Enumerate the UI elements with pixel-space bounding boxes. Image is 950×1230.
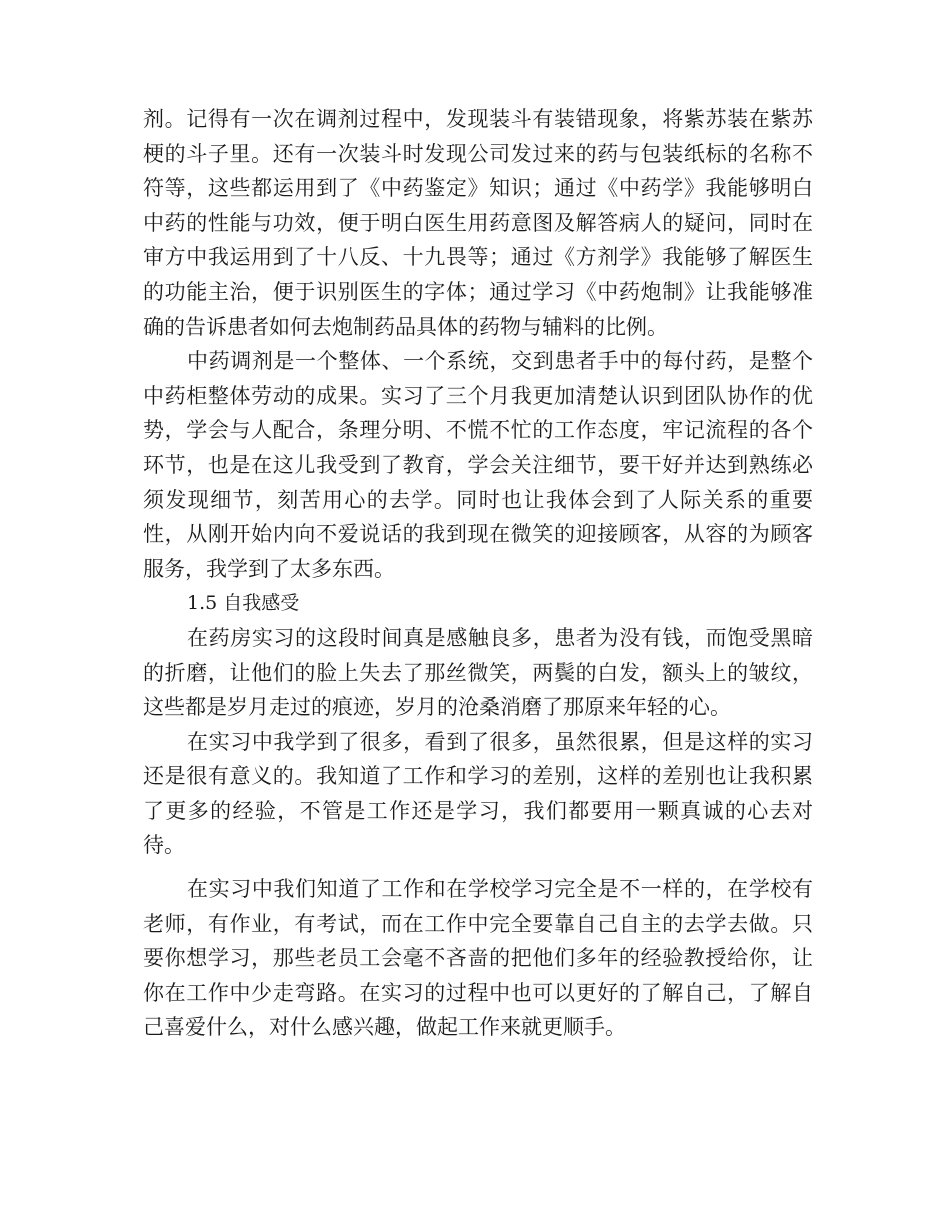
- paragraph-continuation: 剂。记得有一次在调剂过程中，发现装斗有装错现象，将紫苏装在紫苏梗的斗子里。还有一次装斗时发现公司发过来的药与包装纸标的名称不符等，这些都运用到了《中药鉴定》知识；通过《中药学》我能够明白中药的性能与功效，便于明白医生用药意图及解答病人的疑问，同时在审方中我运用到了十八反、十九畏等；通过《方剂学》我能够了解医生的功能主治，便于识别医生的字体；通过学习《中药炮制》让我能够准确的告诉患者如何去炮制药品具体的药物与辅料的比例。: [143, 107, 813, 339]
- paragraph-work-vs-school: 在实习中我们知道了工作和在学校学习完全是不一样的，在学校有老师，有作业，有考试，而在工作中完全要靠自己自主的去学去做。只要你想学习，那些老员工会毫不吝啬的把他们多年的经验教授给你，让你在工作中少走弯路。在实习的过程中也可以更好的了解自己，了解自己喜爱什么，对什么感兴趣，做起工作来就更顺手。: [143, 877, 813, 1040]
- paragraph-pharmacy-feelings: 在药房实习的这段时间真是感触良多，患者为没有钱，而饱受黑暗的折磨，让他们的脸上失去了那丝微笑，两鬓的白发，额头上的皱纹，这些都是岁月走过的痕迹，岁月的沧桑消磨了那原来年轻的心。: [143, 625, 813, 720]
- paragraph-learned-much: 在实习中我学到了很多，看到了很多，虽然很累，但是这样的实习还是很有意义的。我知道了工作和学习的差别，这样的差别也让我积累了更多的经验，不管是工作还是学习，我们都要用一颗真诚的心去对待。: [143, 729, 813, 858]
- section-heading-self-reflection: 1.5 自我感受: [187, 592, 300, 615]
- paragraph-dispensing-teamwork: 中药调剂是一个整体、一个系统，交到患者手中的每付药，是整个中药柜整体劳动的成果。实习了三个月我更加清楚认识到团队协作的优势，学会与人配合，条理分明、不慌不忙的工作态度，牢记流程的各个环节，也是在这儿我受到了教育，学会关注细节，要干好并达到熟练必须发现细节，刻苦用心的去学。同时也让我体会到了人际关系的重要性，从刚开始内向不爱说话的我到现在微笑的迎接顾客，从容的为顾客服务，我学到了太多东西。: [143, 349, 813, 581]
- document-page: [143, 102, 813, 1045]
